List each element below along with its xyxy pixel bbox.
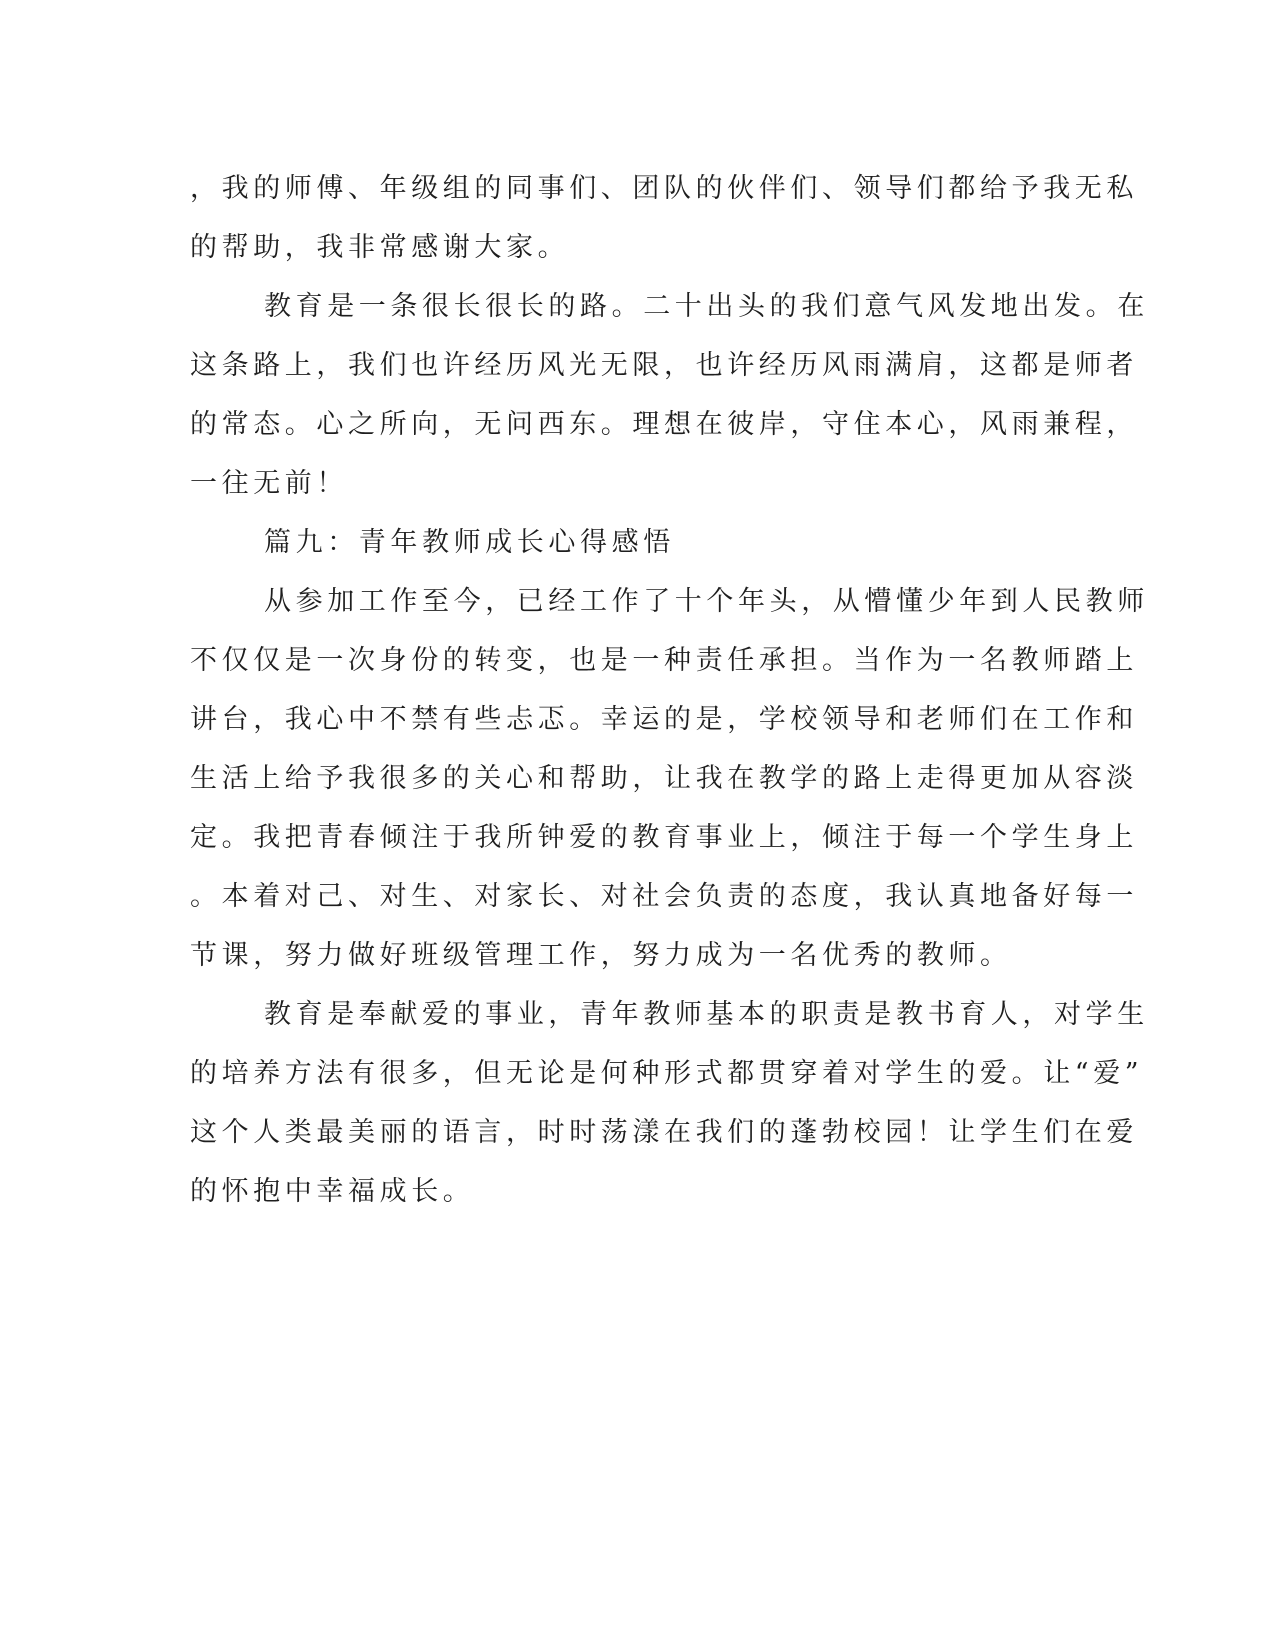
text-line: ，我的师傅、年级组的同事们、团队的伙伴们、领导们都给予我无私 xyxy=(190,173,1138,204)
section-heading: 篇九：青年教师成长心得感悟 xyxy=(264,527,675,558)
paragraph-first-line: 从参加工作至今，已经工作了十个年头，从懵懂少年到人民教师 xyxy=(264,586,1149,617)
text-line: 不仅仅是一次身份的转变，也是一种责任承担。当作为一名教师踏上 xyxy=(190,645,1138,676)
text-line: 讲台，我心中不禁有些忐忑。幸运的是，学校领导和老师们在工作和 xyxy=(190,704,1138,735)
text-line: 这条路上，我们也许经历风光无限，也许经历风雨满肩，这都是师者 xyxy=(190,350,1138,381)
paragraph-first-line: 教育是奉献爱的事业，青年教师基本的职责是教书育人，对学生 xyxy=(264,999,1149,1030)
text-line: 一往无前！ xyxy=(190,468,348,499)
text-line: 的常态。心之所向，无问西东。理想在彼岸，守住本心，风雨兼程， xyxy=(190,409,1138,440)
text-line: 。本着对己、对生、对家长、对社会负责的态度，我认真地备好每一 xyxy=(190,881,1138,912)
text-line: 的帮助，我非常感谢大家。 xyxy=(190,232,570,263)
text-line: 定。我把青春倾注于我所钟爱的教育事业上，倾注于每一个学生身上 xyxy=(190,822,1138,853)
paragraph-first-line: 教育是一条很长很长的路。二十出头的我们意气风发地出发。在 xyxy=(264,291,1149,322)
text-line: 生活上给予我很多的关心和帮助，让我在教学的路上走得更加从容淡 xyxy=(190,763,1138,794)
text-line: 这个人类最美丽的语言，时时荡漾在我们的蓬勃校园！让学生们在爱 xyxy=(190,1117,1138,1148)
text-line: 节课，努力做好班级管理工作，努力成为一名优秀的教师。 xyxy=(190,940,1012,971)
text-line: 的怀抱中幸福成长。 xyxy=(190,1176,475,1207)
text-line: 的培养方法有很多，但无论是何种形式都贯穿着对学生的爱。让“爱” xyxy=(190,1058,1144,1089)
